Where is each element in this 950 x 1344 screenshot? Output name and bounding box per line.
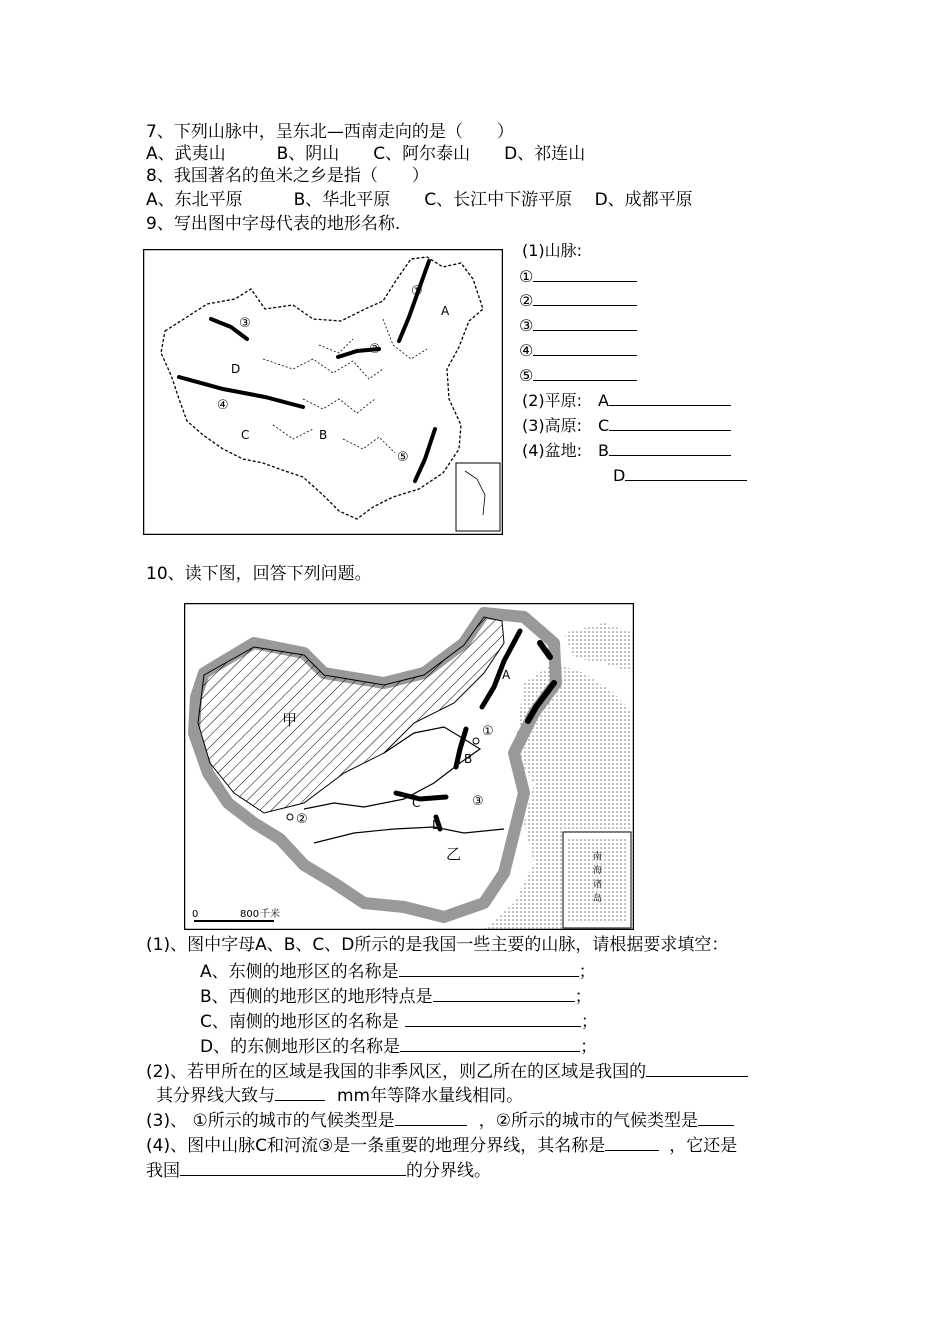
q9-plateau — [522, 415, 731, 436]
q9-basin-d — [613, 465, 747, 486]
map2-inset-3: 诸 — [593, 880, 603, 890]
q9-mountain-1 — [519, 266, 637, 287]
q10-p4a-post: ，它还是 — [669, 1136, 738, 1156]
q10-p2b — [156, 1085, 523, 1107]
q9-mountain-4 — [519, 340, 637, 361]
q9-basin-b-label: (4)盆地: B — [522, 441, 610, 460]
q10-p1b-semi: ； — [574, 987, 592, 1007]
q10-p4b — [146, 1160, 491, 1182]
q10-p2a-blank[interactable] — [646, 1061, 748, 1077]
q9-mountain-2-label: ② — [519, 291, 534, 310]
map2-label-D: D — [432, 818, 442, 832]
q9-plateau-blank[interactable] — [609, 415, 731, 431]
q9-mountain-3-blank[interactable] — [533, 315, 637, 331]
q10-p1b-text: B、西侧的地形区的地形特点是 — [200, 987, 433, 1007]
q10-p4a — [146, 1135, 737, 1157]
map2-inset-4: 岛 — [593, 894, 603, 904]
q10-p4b-blank[interactable] — [180, 1160, 406, 1176]
map1-label-3: ③ — [239, 316, 251, 331]
q9-mountain-5 — [519, 365, 637, 386]
china-monsoon-map — [184, 603, 634, 930]
map2-label-2: ② — [296, 812, 308, 827]
q9-mountain-5-blank[interactable] — [533, 365, 637, 381]
map2-label-3: ③ — [472, 794, 484, 809]
q9-mountains-title: (1)山脉: — [522, 241, 583, 260]
q10-p1d-text: D、的东侧地形区的名称是 — [200, 1037, 401, 1057]
china-terrain-map — [143, 249, 503, 535]
q10-p1a-semi: ； — [578, 962, 596, 982]
q9-mountain-4-blank[interactable] — [533, 340, 637, 356]
q9-mountain-3-label: ③ — [519, 316, 534, 335]
q7-options: A、武夷山 B、阴山 C、阿尔泰山 D、祁连山 — [146, 144, 586, 164]
map2-label-B: B — [464, 752, 473, 766]
q10-p3 — [146, 1110, 734, 1132]
map2-label-jia: 甲 — [282, 711, 298, 729]
map1-label-4: ④ — [217, 398, 229, 413]
map2-scale-unit: 千米 — [260, 909, 280, 920]
map2-scale-value: 800 — [240, 909, 260, 920]
q10-p1c-semi: ； — [580, 1012, 598, 1032]
q10-p2b-post: mm年等降水量线相同。 — [337, 1086, 524, 1106]
map2-label-C: C — [412, 796, 421, 810]
map2-label-1: ① — [482, 724, 494, 739]
q10-p1: (1)、图中字母A、B、C、D所示的是我国一些主要的山脉，请根据要求填空： — [146, 935, 729, 955]
map1-label-1: ① — [411, 284, 423, 299]
q10-p3-blank-2[interactable] — [698, 1110, 734, 1126]
map2-inset-2: 海 — [593, 866, 603, 876]
q10-p3-pre: (3)、 ①所示的城市的气候类型是 — [146, 1111, 395, 1131]
map2-label-A: A — [502, 668, 511, 682]
q10-stem: 10、读下图，回答下列问题。 — [146, 564, 372, 584]
q10-p3-mid: ，②所示的城市的气候类型是 — [478, 1111, 698, 1131]
q8-options: A、东北平原 B、华北平原 C、长江中下游平原 D、成都平原 — [146, 190, 693, 210]
q10-p1c-blank[interactable] — [405, 1011, 581, 1027]
q9-basin-d-label: D — [613, 466, 626, 485]
q9-mountain-2-blank[interactable] — [533, 290, 637, 306]
q9-plain — [522, 390, 731, 411]
q10-p1a — [200, 961, 596, 983]
q10-p1a-text: A、东侧的地形区的名称是 — [200, 962, 399, 982]
q9-basin-b — [522, 440, 731, 461]
q10-p1a-blank[interactable] — [399, 961, 579, 977]
q9-plain-blank[interactable] — [609, 390, 731, 406]
q10-p2b-blank[interactable] — [275, 1085, 325, 1101]
q9-basin-b-blank[interactable] — [609, 440, 731, 456]
map2-inset-1: 南 — [593, 852, 603, 862]
q10-p4a-blank[interactable] — [605, 1135, 659, 1151]
map1-label-B: B — [319, 428, 328, 442]
q9-plain-label: (2)平原: A — [522, 391, 610, 410]
map1-label-2: ② — [369, 342, 381, 357]
q9-mountain-2 — [519, 290, 637, 311]
map2-label-yi: 乙 — [446, 845, 462, 863]
q10-p1d-blank[interactable] — [400, 1036, 580, 1052]
q10-p1d-semi: ； — [580, 1037, 598, 1057]
q10-p1c — [200, 1011, 598, 1033]
q10-p1b — [200, 986, 592, 1008]
map1-label-A: A — [441, 304, 450, 318]
map2-scale-zero: 0 — [192, 909, 199, 920]
q8-stem: 8、我国著名的鱼米之乡是指（ ） — [146, 166, 429, 186]
map1-label-C: C — [241, 428, 250, 442]
q10-p4b-pre: 我国 — [146, 1161, 180, 1181]
q10-p4b-post: 的分界线。 — [406, 1161, 491, 1181]
q9-mountain-4-label: ④ — [519, 341, 534, 360]
q10-p1b-blank[interactable] — [433, 986, 575, 1002]
map1-label-5: ⑤ — [397, 450, 409, 465]
q9-mountain-5-label: ⑤ — [519, 366, 534, 385]
q9-basin-d-blank[interactable] — [625, 465, 747, 481]
q9-stem: 9、写出图中字母代表的地形名称. — [146, 214, 401, 234]
q9-mountain-1-label: ① — [519, 267, 534, 286]
q10-p3-blank-1[interactable] — [395, 1110, 467, 1126]
q9-plateau-label: (3)高原: C — [522, 416, 610, 435]
q9-mountain-3 — [519, 315, 637, 336]
map1-label-D: D — [231, 362, 241, 376]
q9-mountain-1-blank[interactable] — [533, 266, 637, 282]
q7-stem: 7、下列山脉中，呈东北—西南走向的是（ ） — [146, 122, 514, 142]
q10-p2a — [146, 1061, 748, 1083]
q10-p4a-pre: (4)、图中山脉C和河流③是一条重要的地理分界线，其名称是 — [146, 1136, 606, 1156]
q10-p1d — [200, 1036, 597, 1058]
q10-p2a-text: (2)、若甲所在的区域是我国的非季风区，则乙所在的区域是我国的 — [146, 1062, 647, 1082]
q10-p2b-pre: 其分界线大致与 — [156, 1086, 275, 1106]
q10-p1c-text: C、南侧的地形区的名称是 — [200, 1012, 399, 1032]
